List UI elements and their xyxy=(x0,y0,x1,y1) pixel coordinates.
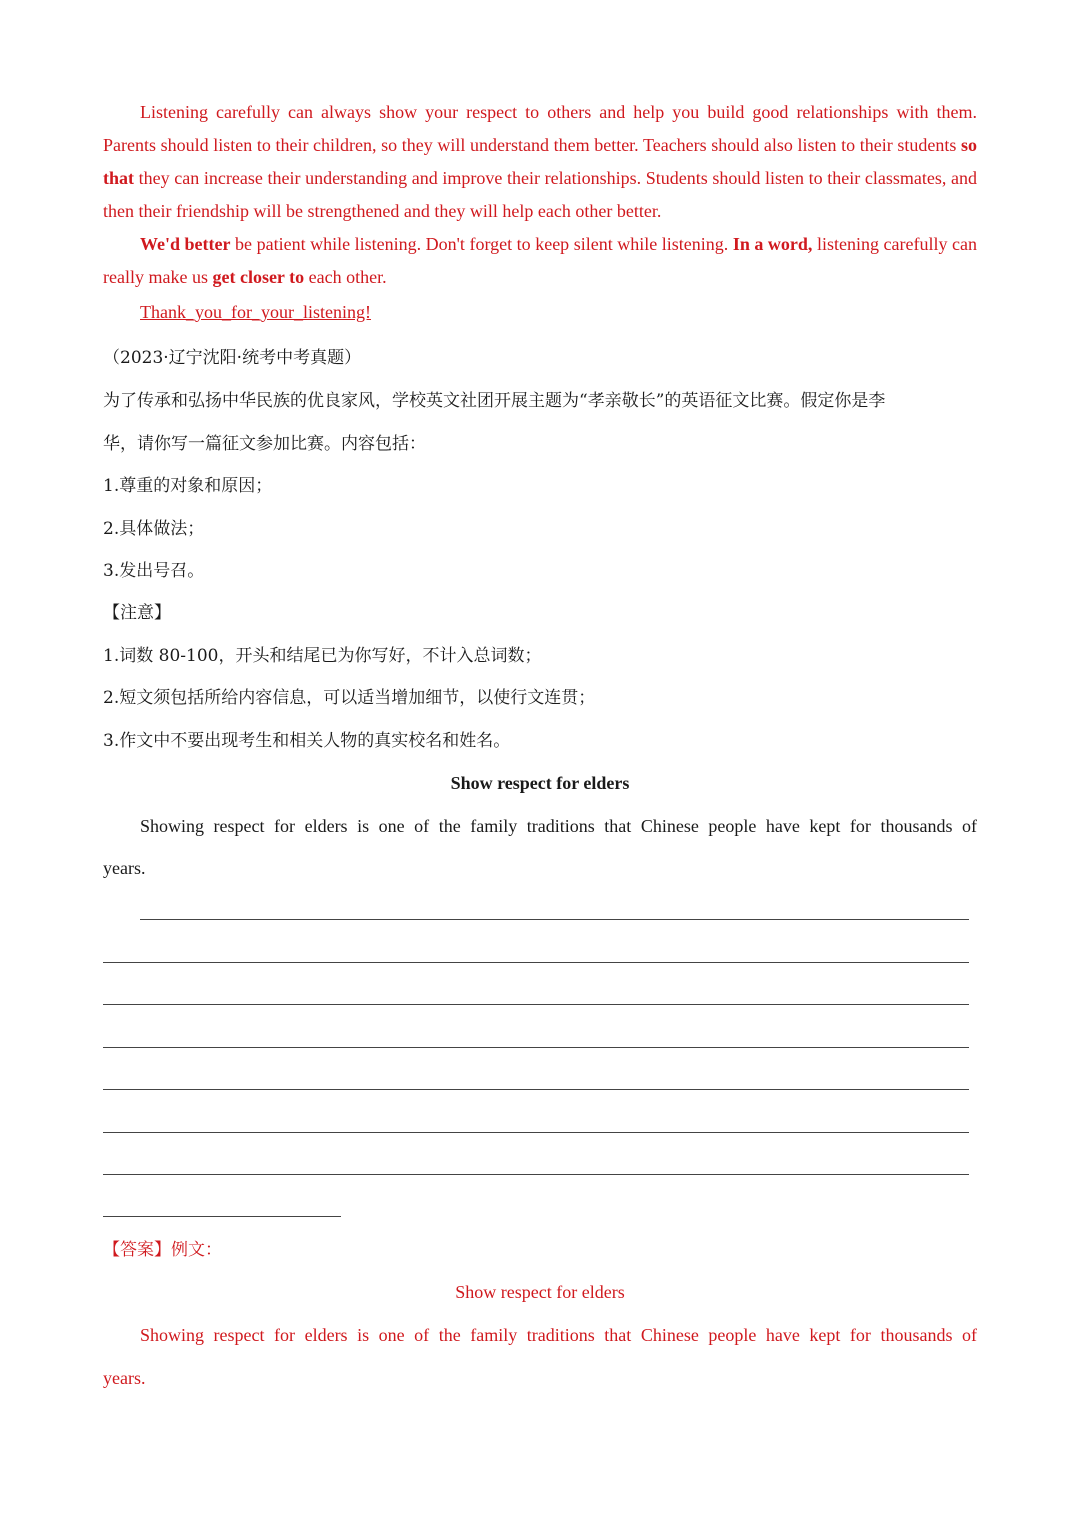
essay-title: Show respect for elders xyxy=(450,773,630,793)
bold-phrase: In a word, xyxy=(732,234,813,254)
answer-opening-line-1: Showing respect for elders is one of the family traditions that Chinese people have kept for thousands of xyxy=(140,1325,977,1345)
essay-opening-line-2: years. xyxy=(103,858,146,878)
writing-line xyxy=(103,1004,969,1005)
text-run: each other. xyxy=(304,267,387,287)
answer-label: 【答案】例文： xyxy=(103,1240,222,1260)
content-point-1: 1.尊重的对象和原因； xyxy=(103,476,273,496)
answer-paragraph-2 xyxy=(103,228,977,294)
writing-line xyxy=(103,962,969,963)
thanks-line: Thank_you_for_your_listening! xyxy=(140,302,371,322)
writing-line xyxy=(103,1216,341,1217)
content-point-3: 3.发出号召。 xyxy=(103,561,205,581)
answer-title: Show respect for elders xyxy=(455,1282,625,1302)
writing-line xyxy=(103,1174,969,1175)
notice-3: 3.作文中不要出现考生和相关人物的真实校名和姓名。 xyxy=(103,731,511,751)
task-intro-line-2: 华，请你写一篇征文参加比赛。内容包括： xyxy=(103,434,426,454)
content-point-2: 2.具体做法； xyxy=(103,519,205,539)
answer-paragraph-1 xyxy=(103,96,977,228)
text-run: listening carefully can really make us xyxy=(103,234,977,287)
writing-line xyxy=(103,1047,969,1048)
text-run: be patient while listening. Don't forget to keep silent while listening. xyxy=(230,234,733,254)
bold-phrase: We'd better xyxy=(140,234,231,254)
notice-2: 2.短文须包括所给内容信息，可以适当增加细节，以使行文连贯； xyxy=(103,688,596,708)
bold-phrase: so that xyxy=(103,135,977,188)
bold-phrase: get closer to xyxy=(212,267,305,287)
text-run: Listening carefully can always show your respect to others and help you build good relationships with them. Parents should listen to their children, so they will understand them better. Teachers should also listen to their students xyxy=(103,102,977,155)
answer-opening-line-2: years. xyxy=(103,1368,146,1388)
essay-opening-line-1: Showing respect for elders is one of the family traditions that Chinese people have kept for thousands of xyxy=(140,816,977,836)
notice-title: 【注意】 xyxy=(103,603,171,623)
writing-line xyxy=(103,1132,969,1133)
question-source: （2023·辽宁沈阳·统考中考真题） xyxy=(103,348,362,368)
task-intro-line-1: 为了传承和弘扬中华民族的优良家风，学校英文社团开展主题为“孝亲敬长”的英语征文比赛。假定你是李 xyxy=(103,391,886,411)
text-run: they can increase their understanding and improve their relationships. Students should listen to their classmates, and then their friendship will be strengthened and they will help each other better. xyxy=(103,168,977,221)
writing-line xyxy=(103,1089,969,1090)
notice-1: 1.词数 80-100，开头和结尾已为你写好，不计入总词数； xyxy=(103,646,542,666)
writing-line xyxy=(140,919,969,920)
